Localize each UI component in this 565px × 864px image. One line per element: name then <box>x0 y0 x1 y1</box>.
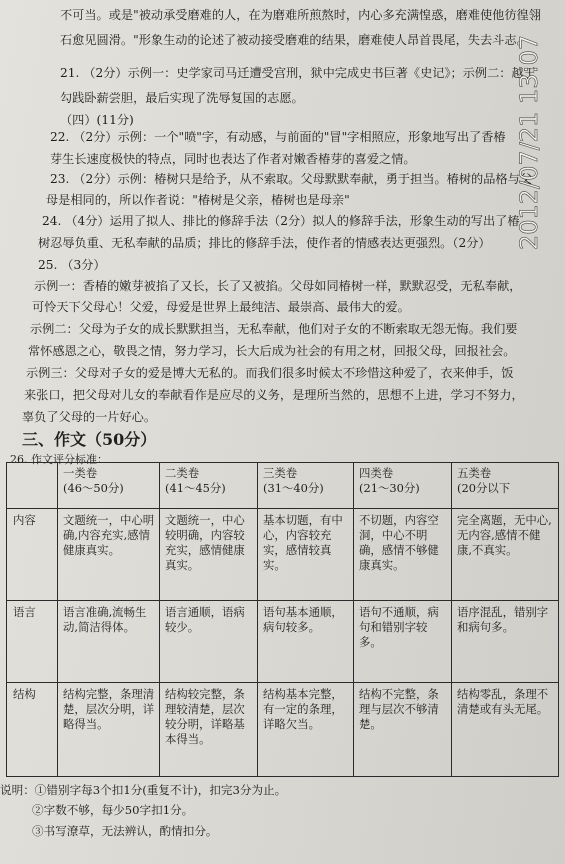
text-line: 辜负了父母的一片好心。 <box>22 410 157 424</box>
text-line: 24. （4分）运用了拟人、排比的修辞手法（2分）拟人的修辞手法，形象生动的写出了椿 <box>42 214 520 228</box>
text-line: 21. （2分）示例一：史学家司马迁遭受宫刑，狱中完成史书巨著《史记》；示例二：越王 <box>60 66 536 80</box>
header-cell: 五类卷 (20分以下 <box>452 463 559 509</box>
text-line: （四）(11分) <box>60 113 134 127</box>
text-line: 常怀感恩之心，敬畏之情，努力学习，长大后成为社会的有用之材，回报父母，回报社会。 <box>28 344 516 358</box>
table-header-row <box>7 463 559 509</box>
table-cell: 语句基本通顺，病句较多。 <box>258 601 354 683</box>
table-caption: 26. 作文评分标准： <box>10 453 108 466</box>
text-line: 22. （2分）示例：一个"喷"字，有动感，与前面的"冒"字相照应，形象地写出了香椿 <box>50 130 506 144</box>
text-line: 勾践卧薪尝胆，最后实现了洗辱复国的志愿。 <box>60 91 304 105</box>
header-cell: 三类卷 (31～40分) <box>258 463 354 509</box>
table-cell: 文题统一，中心明确,内容充实,感情健康真实。 <box>58 509 160 601</box>
table-row <box>7 601 559 683</box>
table-cell: 基本切题，有中心，内容较充实，感情较真实。 <box>258 509 354 601</box>
text-line: 示例一：香椿的嫩芽被掐了又长，长了又被掐。父母如同椿树一样，默默忍受，无私奉献， <box>34 279 522 293</box>
table-cell: 结构基本完整，有一定的条理，详略欠当。 <box>258 683 354 777</box>
table-cell: 结构不完整，条理与层次不够清楚。 <box>354 683 452 777</box>
text-line: 石愈见圆滑。"形象生动的论述了被动接受磨难的结果，磨难使人昂首畏尾，失去斗志。 <box>60 33 529 47</box>
table-row <box>7 509 559 601</box>
header-cell: 一类卷 (46～50分) <box>58 463 160 509</box>
table-row <box>7 683 559 777</box>
table-cell: 完全离题，无中心,无内容,感情不健康,不真实。 <box>452 509 559 601</box>
table-cell: 结构完整，条理清楚，层次分明，详略得当。 <box>58 683 160 777</box>
timestamp-watermark <box>495 0 553 260</box>
text-line: 可怜天下父母心！父爱，母爱是世界上最纯洁、最崇高、最伟大的爱。 <box>32 300 410 314</box>
row-label: 语言 <box>7 601 58 683</box>
text-line: 23. （2分）示例：椿树只是给予，从不索取。父母默默奉献，勇于担当。椿树的品格与父 <box>50 172 532 186</box>
row-label: 内容 <box>7 509 58 601</box>
text-line: 来张口，把父母对儿女的奉献看作是应尽的义务，是理所当然的，思想不上进，学习不努力， <box>24 388 524 402</box>
table-cell: 语序混乱，错别字和病句多。 <box>452 601 559 683</box>
section-heading: 三、作文（50分） <box>22 430 157 449</box>
table-cell: 语言准确,流畅生动,简洁得体。 <box>58 601 160 683</box>
header-cell: 四类卷 (21～30分) <box>354 463 452 509</box>
text-line: 示例二：父母为子女的成长默默担当，无私奉献，他们对子女的不断索取无怨无悔。我们要 <box>30 322 518 336</box>
table-cell: 不切题，内容空洞，中心不明确，感情不够健康真实。 <box>354 509 452 601</box>
text-line: 树忍辱负重、无私奉献的品质；排比的修辞手法，使作者的情感表达更强烈。（2分） <box>38 236 491 250</box>
timestamp-text: 2012/07/21 13:07 <box>515 34 543 250</box>
text-line: 不可当。或是"被动承受磨难的人，在为磨难所煎熬时，内心多充满惶惑，磨难使他彷徨翎 <box>60 8 541 22</box>
header-cell <box>7 463 58 509</box>
header-cell: 二类卷 (41～45分) <box>160 463 258 509</box>
row-label: 结构 <box>7 683 58 777</box>
text-line: 示例三：父母对子女的爱是博大无私的。而我们很多时候太不珍惜这种爱了，衣来伸手，饭 <box>26 366 514 380</box>
note-line: ③书写潦草，无法辨认，酌情扣分。 <box>32 824 218 838</box>
table-cell: 结构零乱，条理不清楚或有头无尾。 <box>452 683 559 777</box>
table-cell: 结构较完整，条理较清楚，层次较分明，详略基本得当。 <box>160 683 258 777</box>
text-line: 25. （3分） <box>38 258 106 272</box>
table-cell: 文题统一，中心较明确，内容较充实，感情健康真实。 <box>160 509 258 601</box>
scoring-table <box>6 462 559 777</box>
table-cell: 语言通顺，语病较少。 <box>160 601 258 683</box>
table-cell: 语句不通顺，病句和错别字较多。 <box>354 601 452 683</box>
text-line: 母是相同的，所以作者说："椿树是父亲，椿树也是母亲" <box>46 193 350 207</box>
text-line: 芽生长速度极快的特点，同时也表达了作者对嫩香椿芽的喜爱之情。 <box>50 152 416 166</box>
note-line: 说明：①错别字每3个扣1分(重复不计)，扣完3分为止。 <box>0 783 287 797</box>
note-line: ②字数不够，每少50字扣1分。 <box>32 803 194 817</box>
